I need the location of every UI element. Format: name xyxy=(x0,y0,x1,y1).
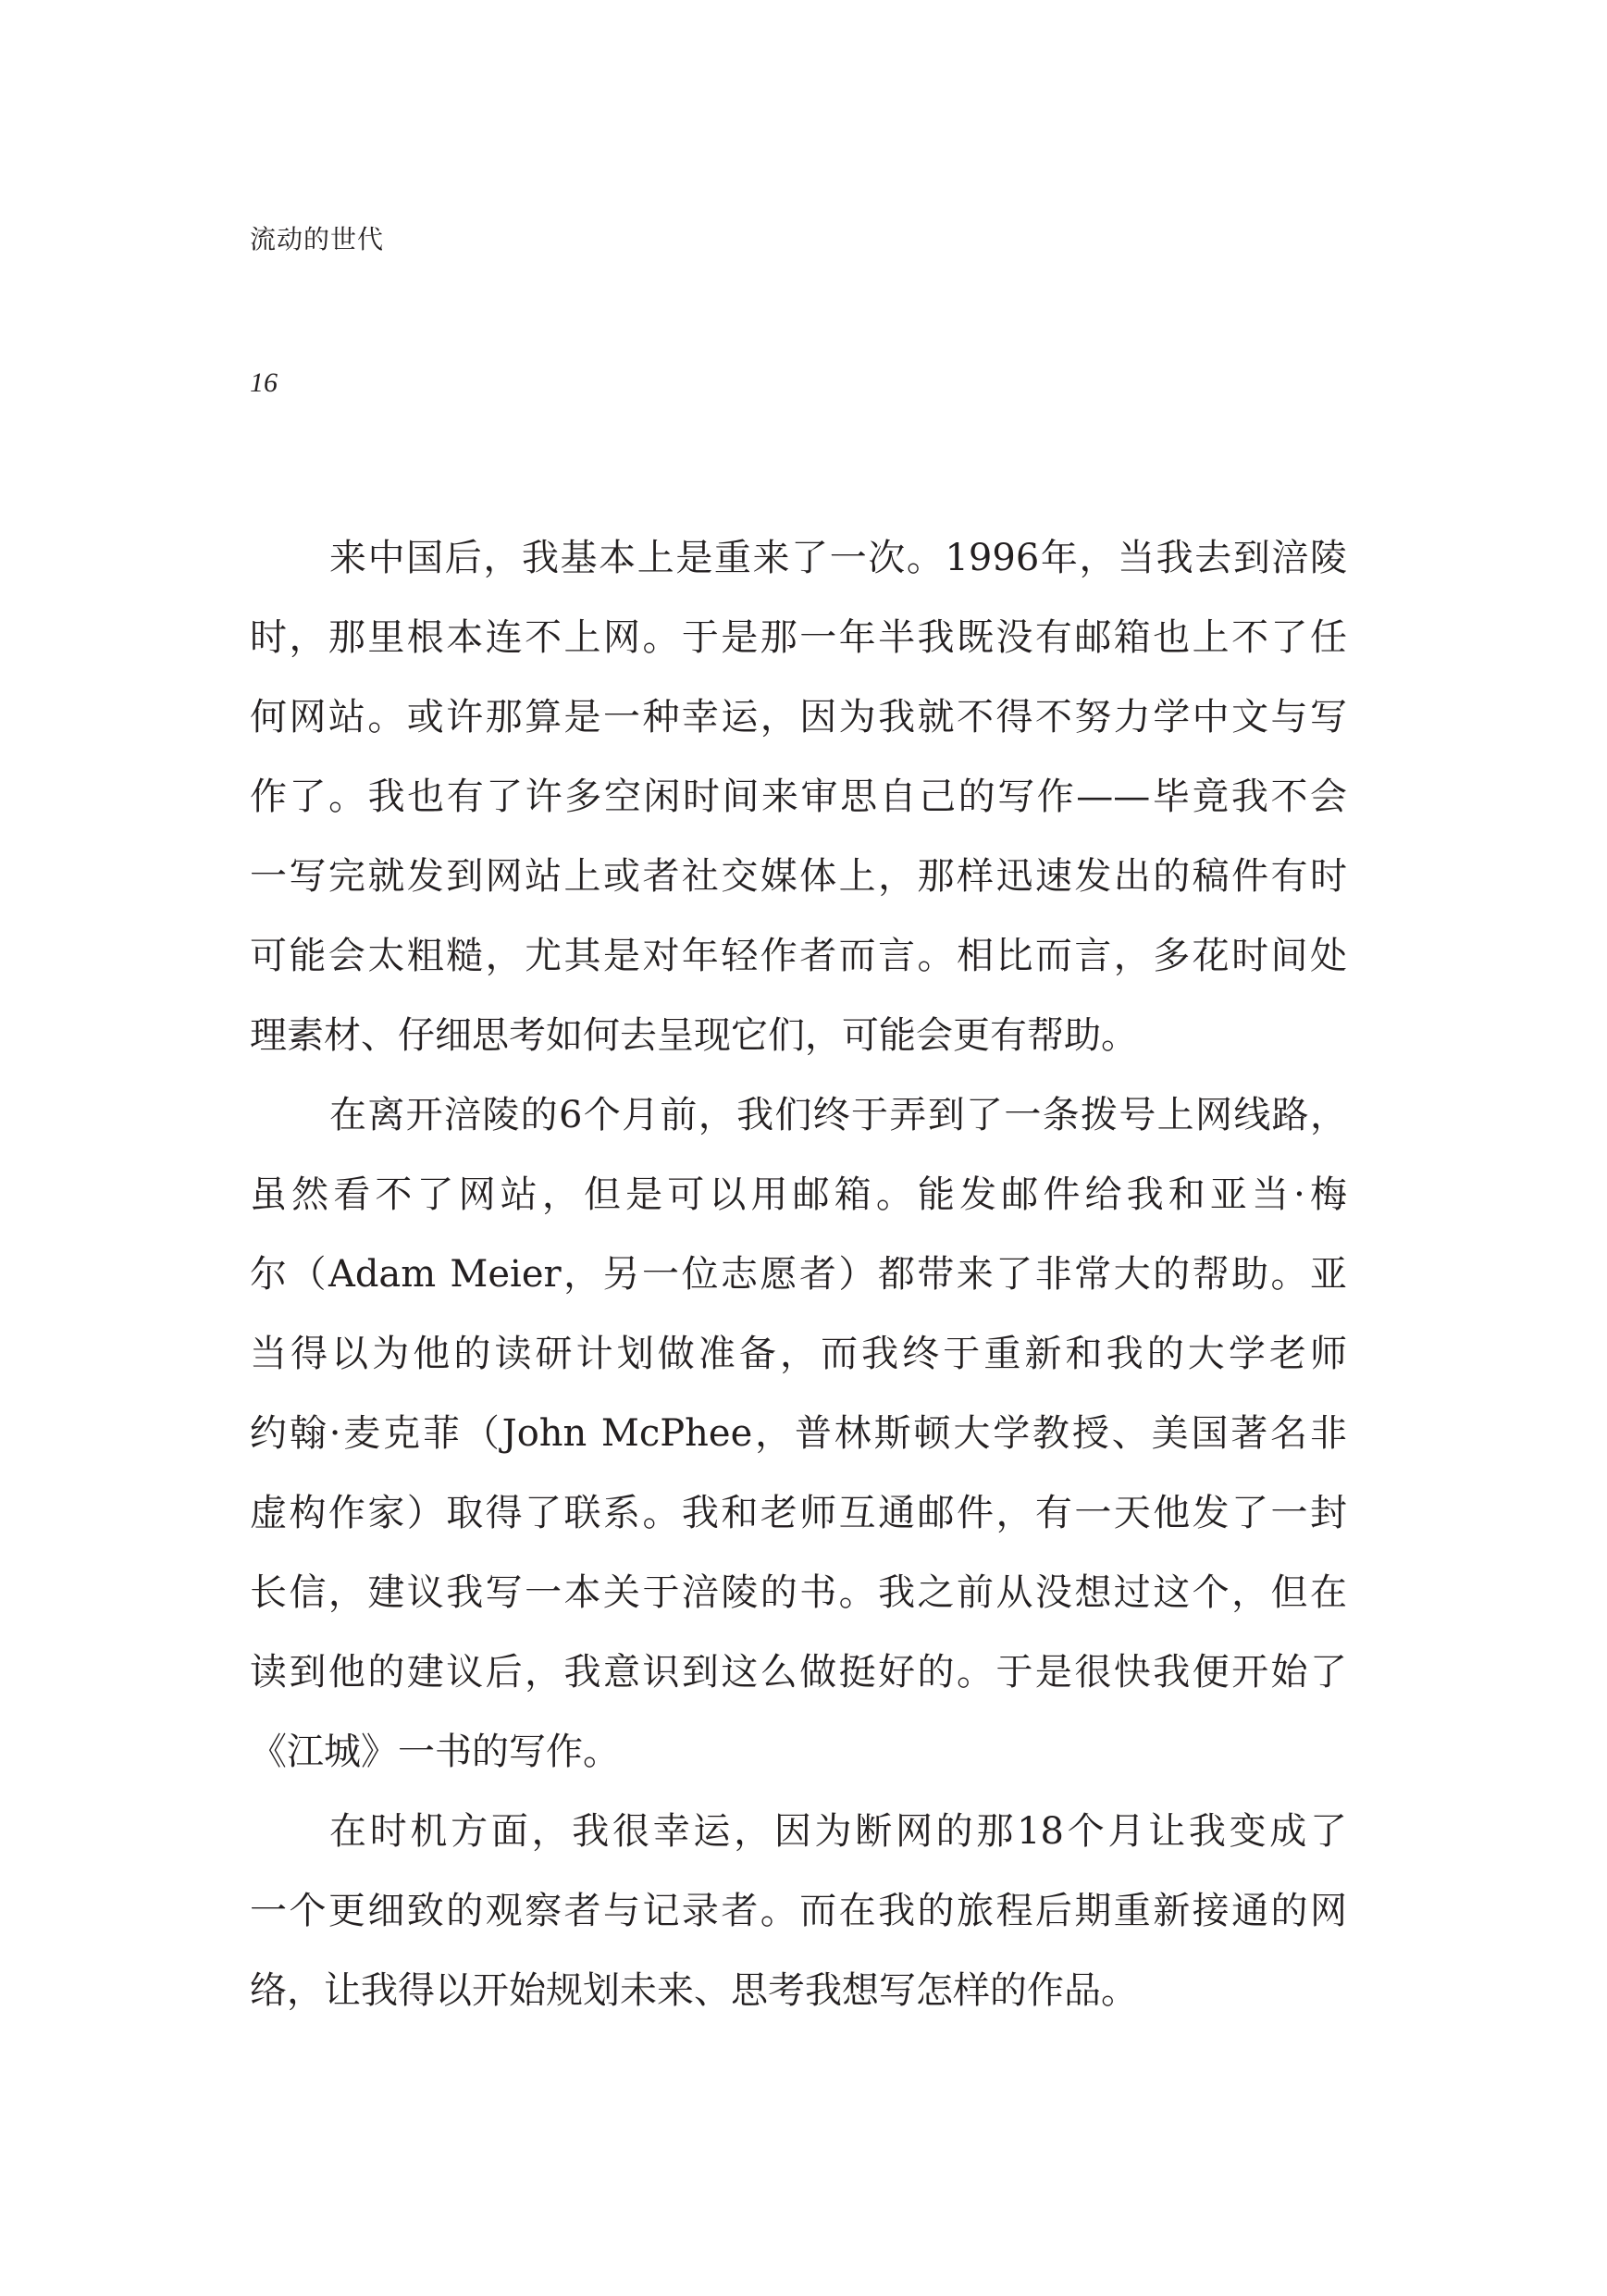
text-line: 来中国后，我基本上是重来了一次。1996年，当我去到涪陵 xyxy=(329,537,1347,579)
text-line: 在离开涪陵的6个月前，我们终于弄到了一条拨号上网线路， xyxy=(329,1094,1347,1136)
text-line: 尔（Adam Meier，另一位志愿者）都带来了非常大的帮助。亚 xyxy=(250,1253,1347,1296)
paragraph-1 xyxy=(250,518,1347,1075)
body-text xyxy=(250,518,1347,2030)
text-line: 《江城》一书的写作。 xyxy=(250,1731,620,1773)
page-number: 16 xyxy=(250,367,278,398)
text-line: 一写完就发到网站上或者社交媒体上，那样迅速发出的稿件有时 xyxy=(250,855,1347,898)
text-line: 一个更细致的观察者与记录者。而在我的旅程后期重新接通的网 xyxy=(250,1890,1347,1932)
text-line: 何网站。或许那算是一种幸运，因为我就不得不努力学中文与写 xyxy=(250,696,1347,738)
text-line: 可能会太粗糙，尤其是对年轻作者而言。相比而言，多花时间处 xyxy=(250,935,1347,977)
text-line: 虽然看不了网站，但是可以用邮箱。能发邮件给我和亚当·梅 xyxy=(250,1173,1347,1216)
text-line: 作了。我也有了许多空闲时间来审思自己的写作——毕竟我不会 xyxy=(250,776,1347,818)
text-line: 读到他的建议后，我意识到这么做挺好的。于是很快我便开始了 xyxy=(250,1651,1347,1694)
text-line: 约翰·麦克菲（John McPhee，普林斯顿大学教授、美国著名非 xyxy=(250,1412,1347,1455)
text-line: 在时机方面，我很幸运，因为断网的那18个月让我变成了 xyxy=(329,1810,1347,1853)
text-line: 时，那里根本连不上网。于是那一年半我既没有邮箱也上不了任 xyxy=(250,616,1347,659)
text-line: 当得以为他的读研计划做准备，而我终于重新和我的大学老师 xyxy=(250,1333,1347,1375)
text-line: 理素材、仔细思考如何去呈现它们，可能会更有帮助。 xyxy=(250,1014,1138,1057)
paragraph-3 xyxy=(250,1792,1347,2030)
paragraph-2 xyxy=(250,1075,1347,1792)
text-line: 长信，建议我写一本关于涪陵的书。我之前从没想过这个，但在 xyxy=(250,1571,1347,1614)
text-line: 络，让我得以开始规划未来、思考我想写怎样的作品。 xyxy=(250,1969,1138,2012)
text-line: 虚构作家）取得了联系。我和老师互通邮件，有一天他发了一封 xyxy=(250,1492,1347,1534)
running-head-title: 流动的世代 xyxy=(250,224,385,254)
